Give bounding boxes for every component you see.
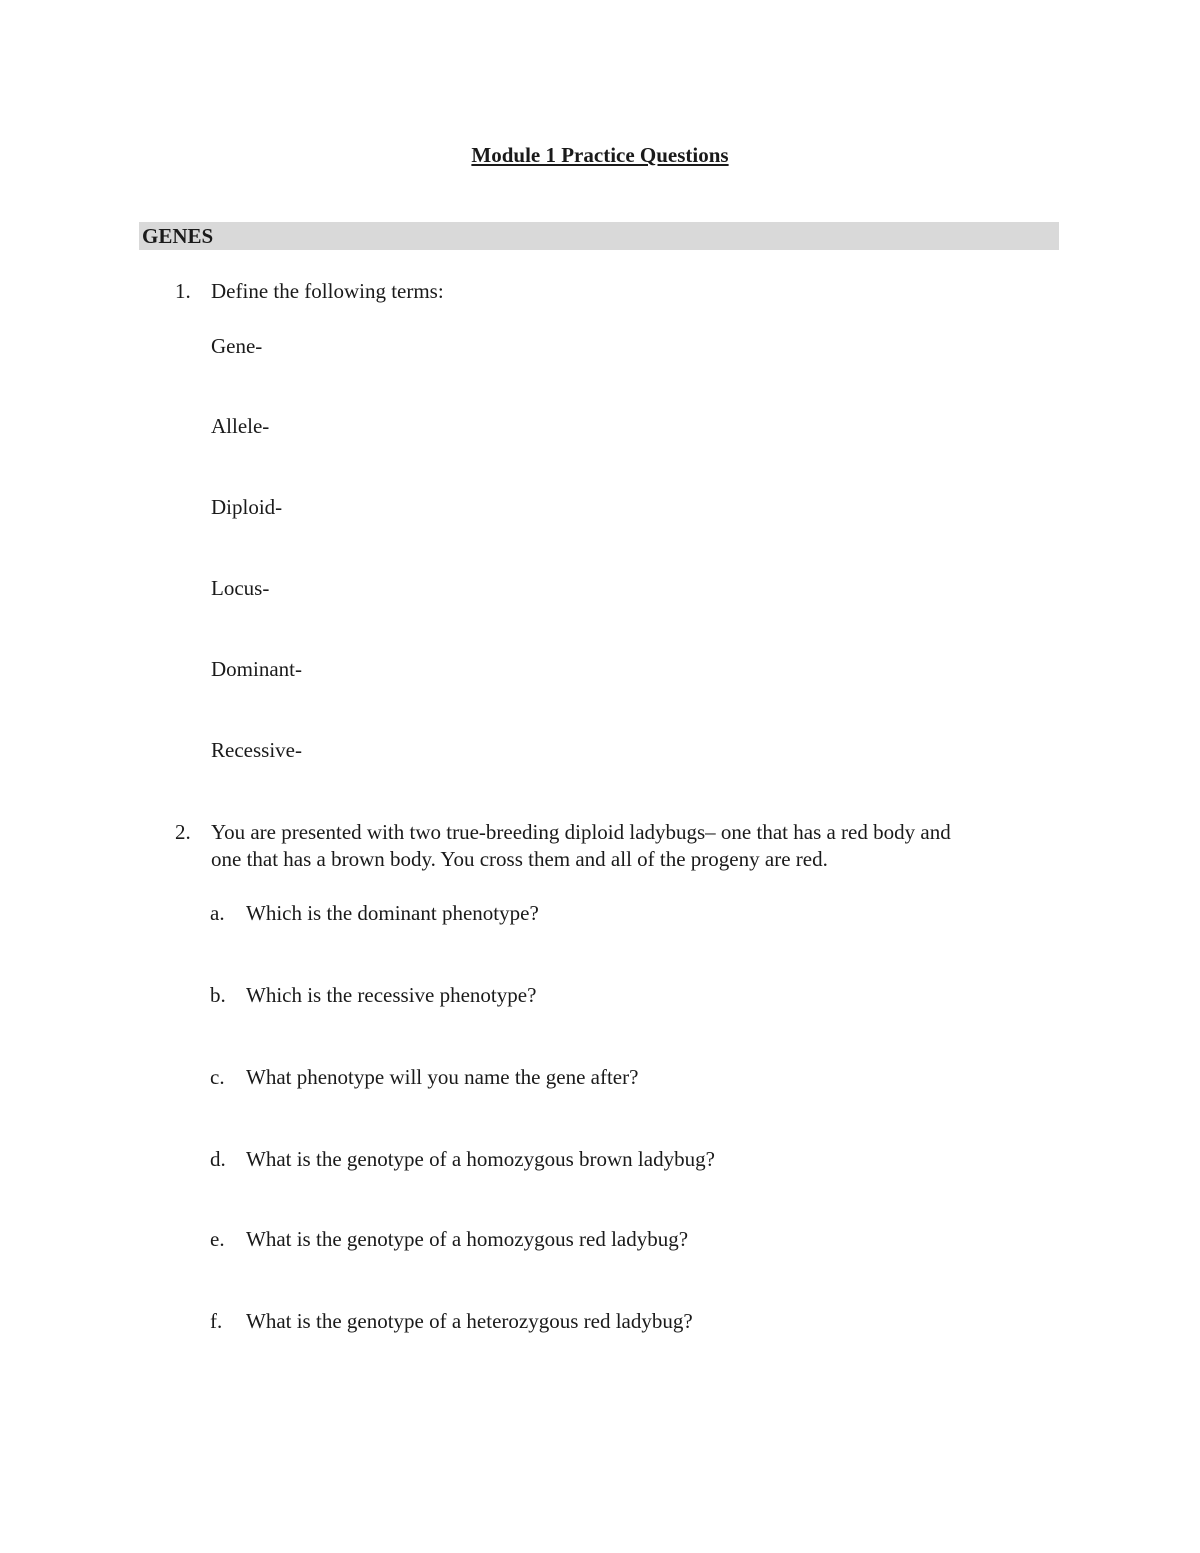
term-diploid: Diploid- bbox=[211, 495, 283, 519]
term-recessive: Recessive- bbox=[211, 738, 302, 762]
term-gene: Gene- bbox=[211, 334, 263, 358]
section-header-bar bbox=[139, 222, 1059, 250]
sub-question-label: f. bbox=[210, 1309, 223, 1333]
question-text: Define the following terms: bbox=[211, 279, 444, 303]
sub-question-label: e. bbox=[210, 1227, 225, 1251]
sub-question-label: a. bbox=[210, 901, 225, 925]
sub-question-text: Which is the dominant phenotype? bbox=[246, 901, 539, 925]
term-locus: Locus- bbox=[211, 576, 270, 600]
term-dominant: Dominant- bbox=[211, 657, 302, 681]
sub-question-text: What is the genotype of a homozygous brown ladybug? bbox=[246, 1147, 715, 1171]
page-title: Module 1 Practice Questions bbox=[471, 143, 729, 167]
sub-question-label: b. bbox=[210, 983, 226, 1007]
question-text-line: You are presented with two true-breeding diploid ladybugs– one that has a red body and bbox=[211, 820, 951, 844]
sub-question-text: What is the genotype of a homozygous red ladybug? bbox=[246, 1227, 689, 1251]
sub-question-label: c. bbox=[210, 1065, 225, 1089]
section-title: GENES bbox=[142, 224, 214, 248]
term-allele: Allele- bbox=[211, 414, 270, 438]
question-number: 2. bbox=[175, 820, 191, 844]
sub-question-text: What is the genotype of a heterozygous red ladybug? bbox=[246, 1309, 693, 1333]
question-number: 1. bbox=[175, 279, 191, 303]
sub-question-text: Which is the recessive phenotype? bbox=[246, 983, 537, 1007]
sub-question-label: d. bbox=[210, 1147, 226, 1171]
sub-question-text: What phenotype will you name the gene after? bbox=[246, 1065, 639, 1089]
question-text-line: one that has a brown body. You cross them and all of the progeny are red. bbox=[211, 847, 828, 871]
